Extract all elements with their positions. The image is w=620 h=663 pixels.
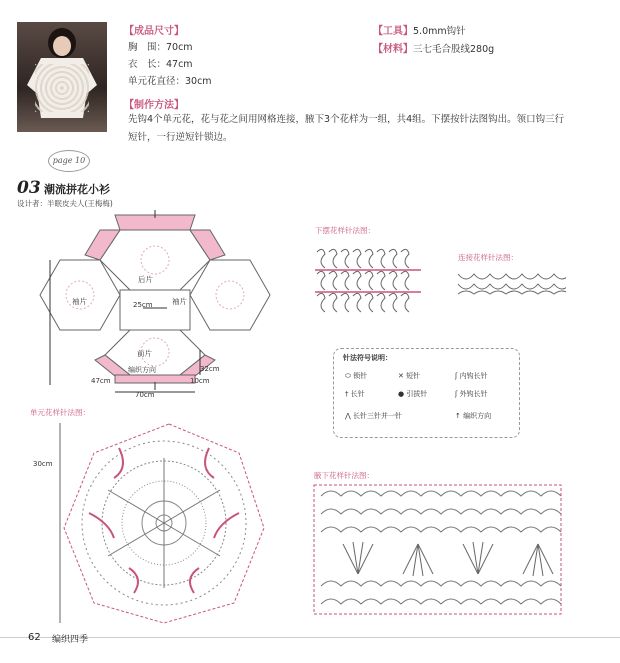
method-title: 【制作方法】 [124, 100, 184, 111]
legend-direction: ↑ 编织方向 [455, 412, 492, 420]
tool-text: 5.0mm钩针 [413, 26, 466, 37]
hem-chart [313, 244, 425, 316]
schematic-diagram [30, 210, 290, 400]
hook-out-icon: ʃ [455, 390, 460, 398]
dim-70: 70cm [135, 391, 155, 399]
dim-47: 47cm [91, 377, 111, 385]
legend-bpdc: ʃ 外钩长针 [455, 390, 488, 398]
tool-title: 【工具】 [373, 26, 413, 37]
motif-size-text: 单元花直径：30cm [128, 76, 212, 87]
designer: 设计者：半眠皮夫人(王梅梅) [17, 199, 113, 208]
legend-chain: ⬭ 锁针 [345, 372, 368, 380]
length-text: 衣 长：47cm [128, 59, 193, 70]
back-label: 后片 [138, 275, 153, 284]
dc-icon: † [345, 390, 351, 398]
legend-fpdc: ʃ 内钩长针 [455, 372, 488, 380]
dot-icon: ● [398, 390, 407, 398]
hook-icon: ʃ [455, 372, 460, 380]
pattern-number: 03 [17, 178, 41, 198]
underarm-chart-label: 腋下花样针法图： [314, 471, 374, 480]
motif-chart-label: 单元花样针法图： [30, 408, 90, 417]
front-label: 前片 [137, 349, 152, 358]
pattern-title: 潮流拼花小衫 [44, 183, 110, 196]
sleeve-right-label: 袖片 [172, 297, 187, 306]
x-icon: ✕ [398, 372, 407, 380]
arrow-up-icon: ↑ [455, 412, 464, 420]
joining-chart-label: 连接花样针法图： [458, 253, 518, 262]
dim-10: 10cm [190, 377, 210, 385]
method-line-2: 短针，一行逆短针锁边。 [128, 132, 233, 143]
page-tag: page 10 [48, 150, 90, 172]
direction-label: 编织方向 [128, 366, 156, 374]
page-number: 62 [28, 632, 41, 643]
model-photo [17, 22, 107, 132]
motif-chart [24, 418, 274, 628]
book-title: 编织四季 [52, 635, 89, 645]
material-text: 三七毛合股线280g [413, 44, 495, 55]
hem-chart-label: 下摆花样针法图： [315, 226, 375, 235]
legend-slst: ● 引拔针 [398, 390, 428, 398]
method-line-1: 先钩4个单元花，花与花之间用网格连接，腋下3个花样为一组，共4组。下摆按针法图钩出。领口钩三行 [128, 114, 565, 125]
legend-dc3tog: ⋀ 长针三针并一针 [345, 412, 402, 420]
legend-sc: ✕ 短针 [398, 372, 421, 380]
joining-chart [456, 266, 566, 300]
legend-dc: † 长针 [345, 390, 365, 398]
material-title: 【材料】 [373, 44, 413, 55]
size-title: 【成品尺寸】 [124, 26, 184, 37]
dc3tog-icon: ⋀ [345, 412, 353, 420]
footer-divider [0, 637, 620, 638]
material-row [373, 40, 494, 57]
bust-text: 胸 围：70cm [128, 42, 193, 53]
underarm-chart [313, 484, 563, 616]
sleeve-left-label: 袖片 [72, 297, 87, 306]
chain-icon: ⬭ [345, 372, 354, 380]
motif-diameter: 30cm [33, 460, 53, 468]
dim-25: 25cm [133, 301, 153, 309]
tool-row [373, 22, 466, 39]
legend-title: 针法符号说明： [343, 354, 392, 362]
dim-32: 32cm [200, 365, 220, 373]
